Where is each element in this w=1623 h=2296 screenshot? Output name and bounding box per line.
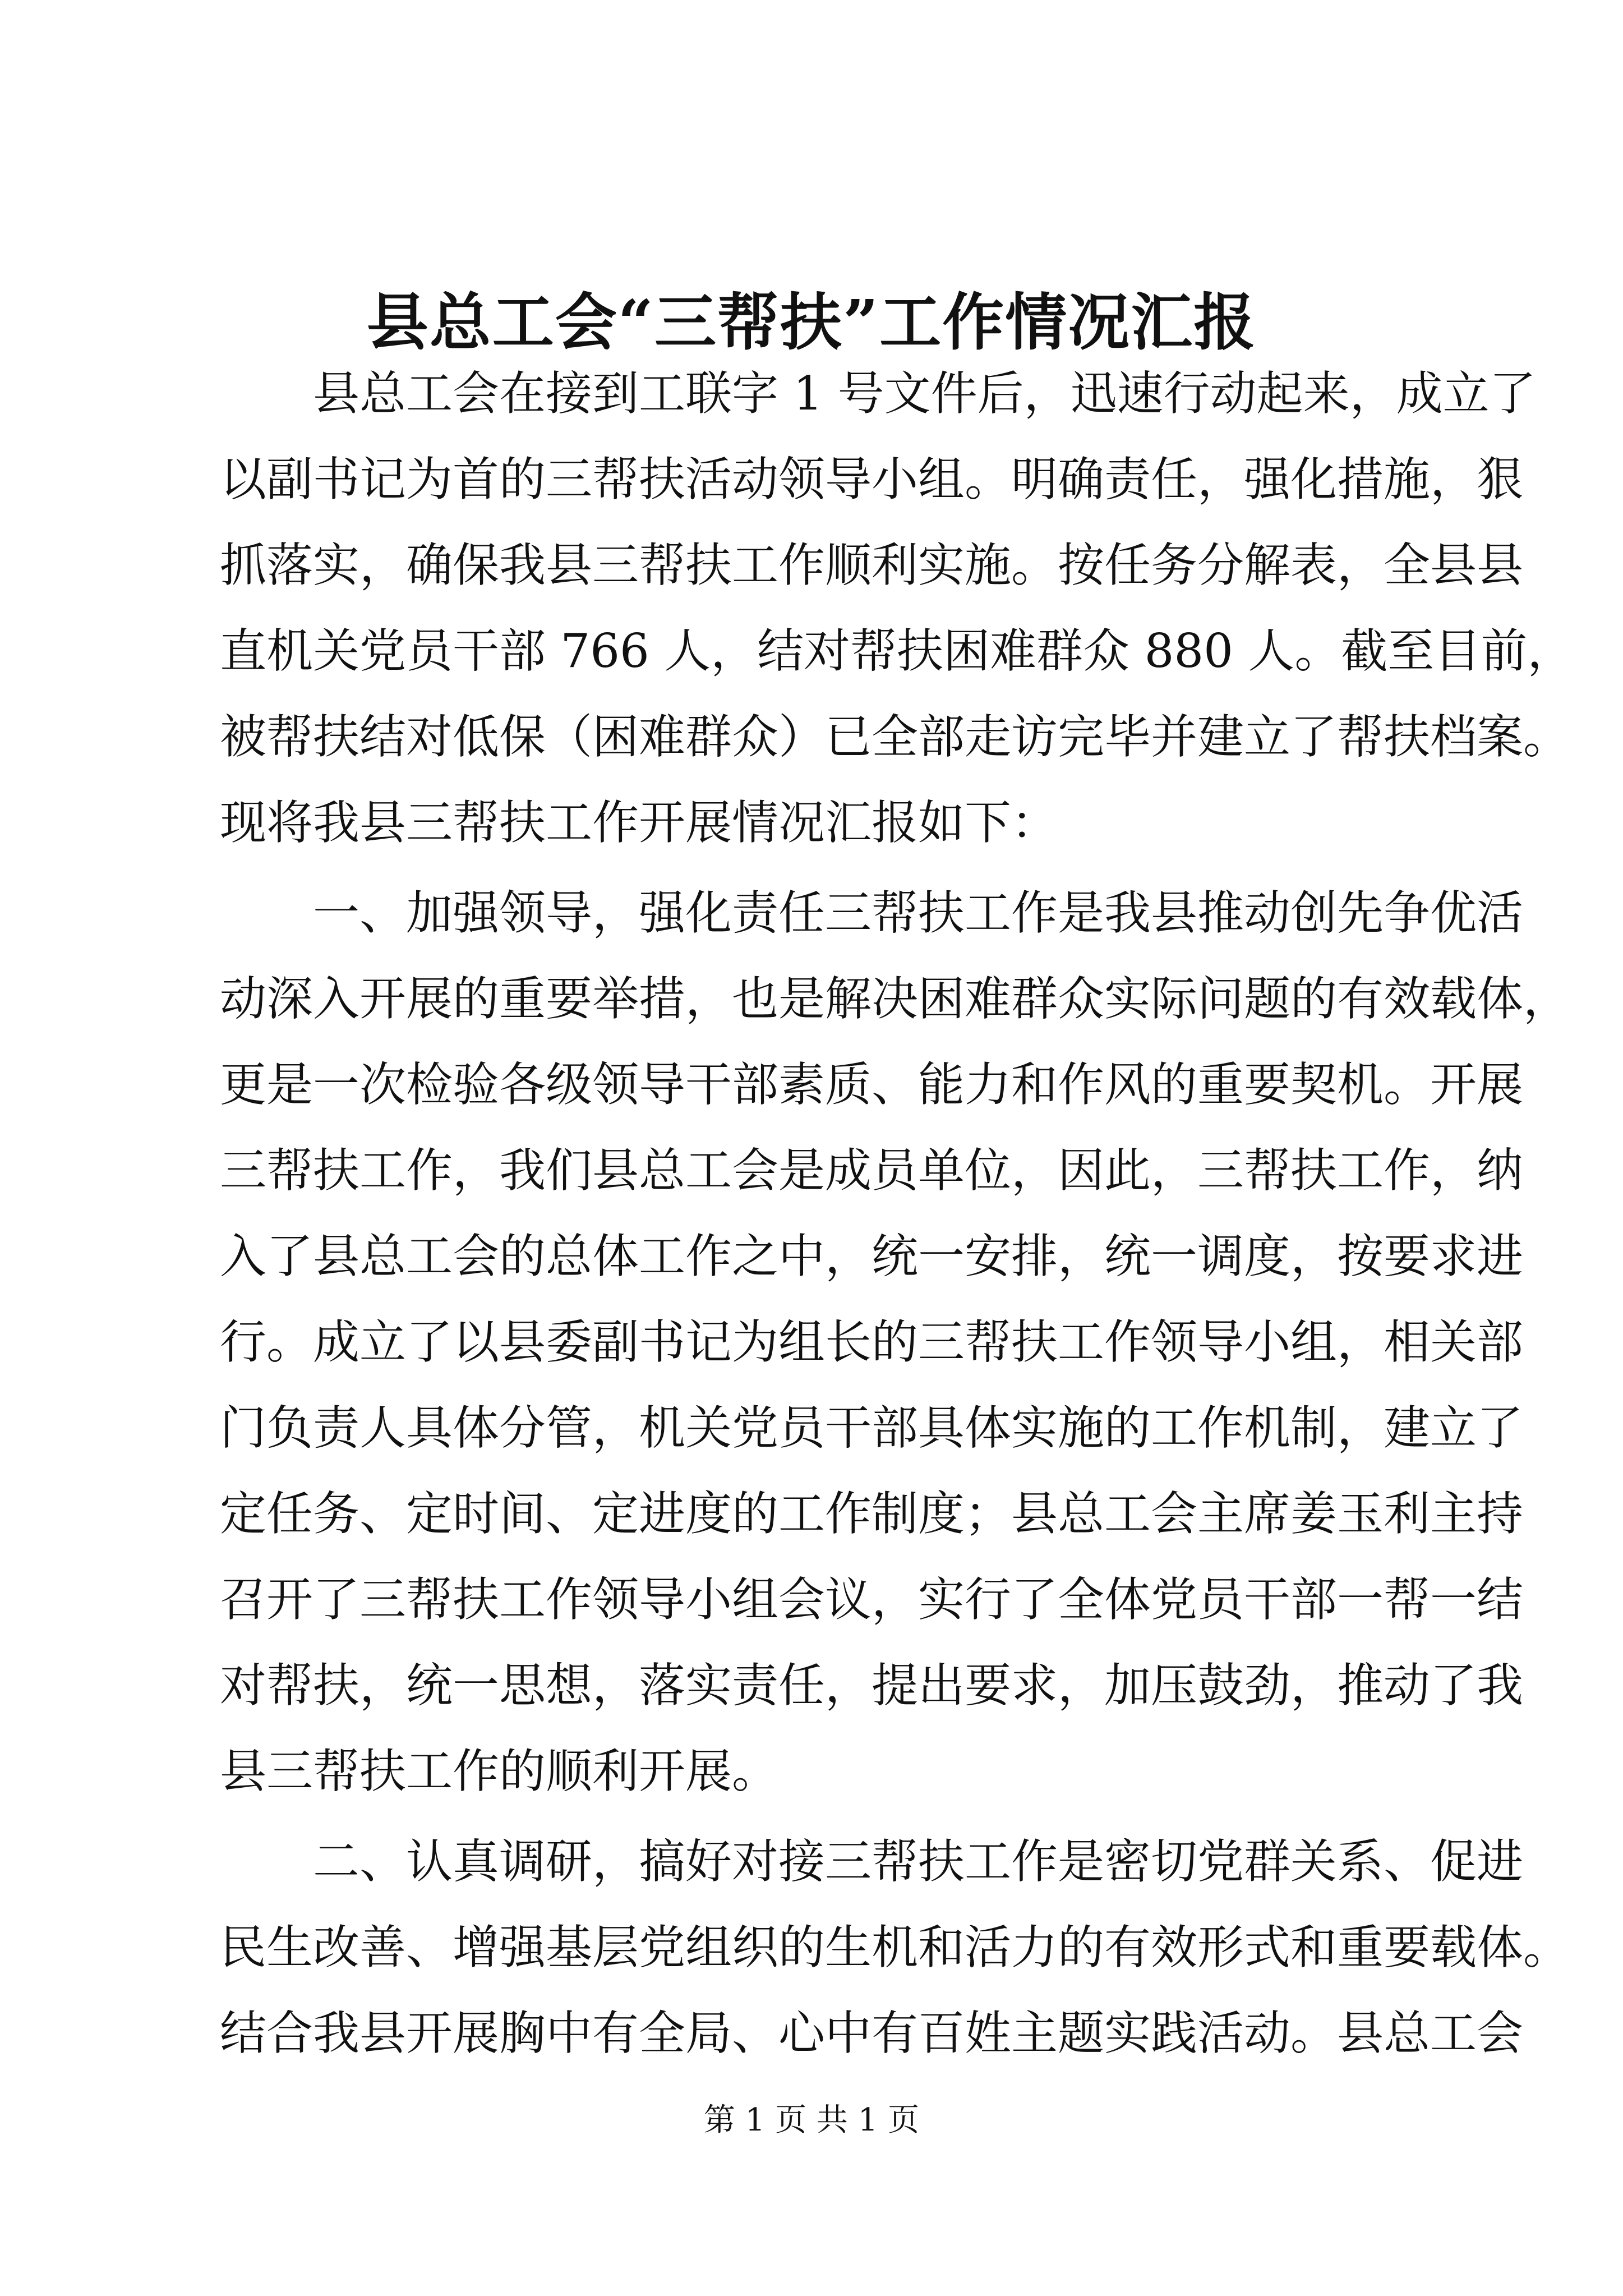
paragraph-3-line-3: 结合我县开展胸中有全局、心中有百姓主题实践活动。县总工会: [220, 2006, 1523, 2060]
paragraph-2-line-10: 对帮扶，统一思想，落实责任，提出要求，加压鼓劲，推动了我: [220, 1658, 1523, 1713]
paragraph-2-line-8: 定任务、定时间、定进度的工作制度；县总工会主席姜玉利主持: [220, 1487, 1523, 1541]
paragraph-1-line-5: 被帮扶结对低保（困难群众）已全部走访完毕并建立了帮扶档案。: [220, 710, 1570, 764]
document-title: 县总工会“三帮扶”工作情况汇报: [366, 286, 1257, 358]
paragraph-2-line-6: 行。成立了以县委副书记为组长的三帮扶工作领导小组，相关部: [220, 1315, 1523, 1369]
page-footer: 第 1 页 共 1 页: [703, 2102, 920, 2138]
paragraph-1-line-2: 以副书记为首的三帮扶活动领导小组。明确责任，强化措施，狠: [220, 452, 1523, 507]
paragraph-2-line-11: 县三帮扶工作的顺利开展。: [220, 1744, 778, 1798]
paragraph-1-line-1: 县总工会在接到工联字 1 号文件后，迅速行动起来，成立了: [313, 366, 1536, 421]
paragraph-2-line-1: 一、加强领导，强化责任三帮扶工作是我县推动创先争优活: [313, 886, 1523, 940]
paragraph-2-line-7: 门负责人具体分管，机关党员干部具体实施的工作机制，建立了: [220, 1401, 1523, 1455]
paragraph-1-line-4: 直机关党员干部 766 人，结对帮扶困难群众 880 人。截至目前，: [220, 624, 1574, 678]
paragraph-3-line-2: 民生改善、增强基层党组织的生机和活力的有效形式和重要载体。: [220, 1920, 1570, 1975]
paragraph-1-line-3: 抓落实，确保我县三帮扶工作顺利实施。按任务分解表，全县县: [220, 538, 1523, 592]
paragraph-2-line-5: 入了县总工会的总体工作之中，统一安排，统一调度，按要求进: [220, 1229, 1523, 1283]
paragraph-2-line-2: 动深入开展的重要举措，也是解决困难群众实际问题的有效载体，: [220, 972, 1570, 1026]
paragraph-1-line-6: 现将我县三帮扶工作开展情况汇报如下：: [220, 795, 1058, 850]
paragraph-2-line-9: 召开了三帮扶工作领导小组会议，实行了全体党员干部一帮一结: [220, 1572, 1523, 1627]
paragraph-2-line-3: 更是一次检验各级领导干部素质、能力和作风的重要契机。开展: [220, 1057, 1523, 1112]
paragraph-3-line-1: 二、认真调研，搞好对接三帮扶工作是密切党群关系、促进: [313, 1834, 1523, 1889]
document-body: [220, 351, 1574, 2076]
paragraph-2-line-4: 三帮扶工作，我们县总工会是成员单位，因此，三帮扶工作，纳: [220, 1143, 1523, 1198]
